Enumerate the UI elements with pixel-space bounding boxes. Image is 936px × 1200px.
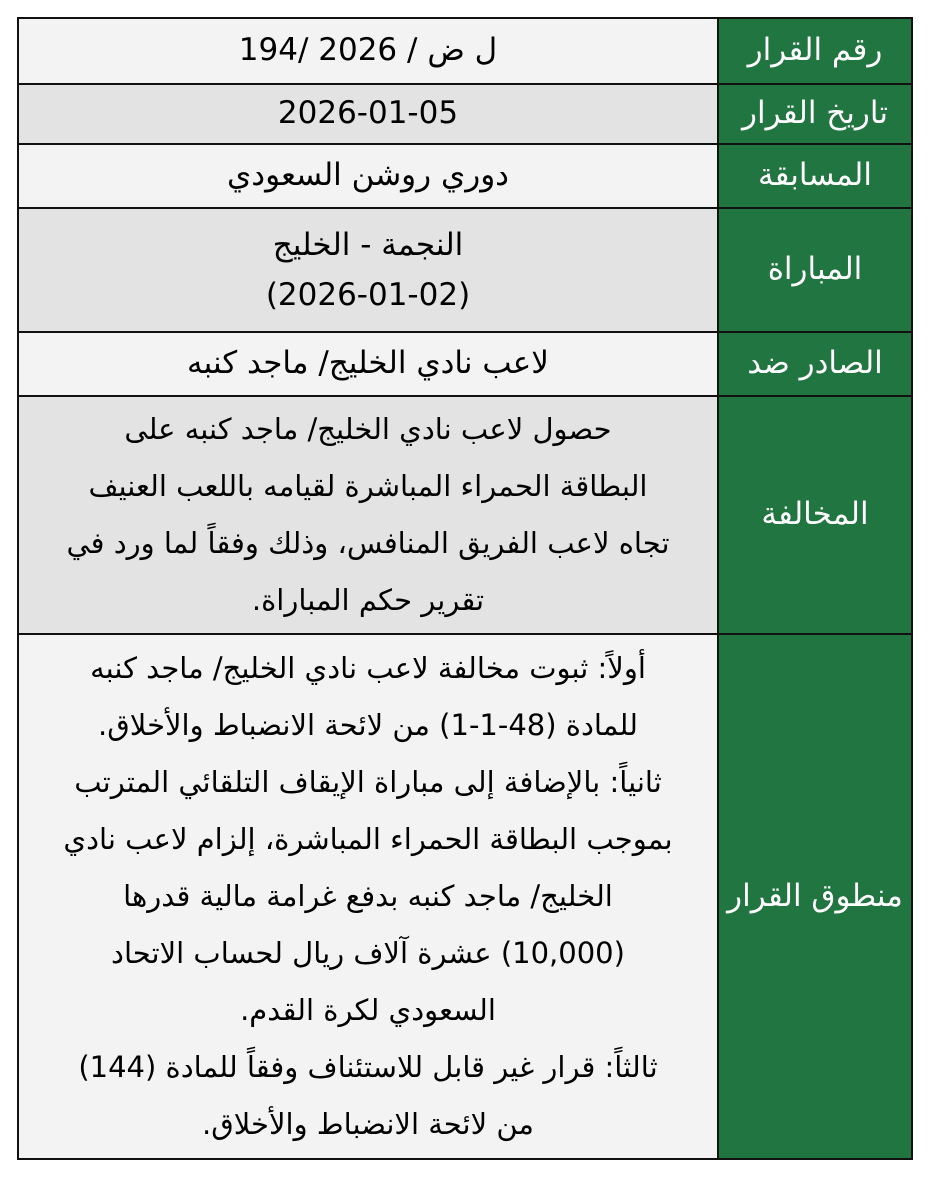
- row-decision-text: [18, 634, 912, 1159]
- violation-line: تقرير حكم المباراة.: [251, 583, 485, 617]
- decision-date-label: تاريخ القرار: [718, 84, 912, 144]
- row-violation: [18, 396, 912, 634]
- row-issued-against: [18, 332, 912, 396]
- decision-date-value: [18, 84, 718, 144]
- row-decision-number: [18, 18, 912, 84]
- decision-line: السعودي لكرة القدم.: [240, 993, 496, 1027]
- decision-text-value: [18, 634, 718, 1159]
- decision-line: (10,000) عشرة آلاف ريال لحساب الاتحاد: [111, 936, 625, 970]
- decision-number-text: 194/ ل ض / 2026: [238, 32, 498, 69]
- row-decision-date: [18, 84, 912, 144]
- match-teams: النجمة - الخليج: [272, 227, 464, 263]
- issued-against-value: لاعب نادي الخليج/ ماجد كنبه: [18, 332, 718, 396]
- decision-line: الخليج/ ماجد كنبه بدفع غرامة مالية قدرها: [123, 879, 613, 913]
- decision-line: ثانياً: بالإضافة إلى مباراة الإيقاف التلقائي المترتب: [74, 765, 662, 799]
- decision-text-label: منطوق القرار: [718, 634, 912, 1159]
- row-competition: [18, 144, 912, 208]
- violation-line: تجاه لاعب الفريق المنافس، وذلك وفقاً لما ورد في: [66, 526, 670, 560]
- decision-line: من لائحة الانضباط والأخلاق.: [202, 1107, 534, 1141]
- issued-against-label: الصادر ضد: [718, 332, 912, 396]
- decision-line: أولاً: ثبوت مخالفة لاعب نادي الخليج/ ماجد كنبه: [90, 651, 646, 685]
- decision-line: للمادة (48-1-1) من لائحة الانضباط والأخلاق.: [98, 708, 638, 742]
- decision-number-value: [18, 18, 718, 84]
- decision-table: [17, 17, 913, 1160]
- match-label: المباراة: [718, 208, 912, 332]
- decision-date-text: 2026-01-05: [277, 95, 459, 132]
- match-date: (2026-01-02): [265, 277, 471, 313]
- match-value: [18, 208, 718, 332]
- competition-label: المسابقة: [718, 144, 912, 208]
- decision-number-label: رقم القرار: [718, 18, 912, 84]
- violation-line: حصول لاعب نادي الخليج/ ماجد كنبه على: [124, 412, 612, 446]
- row-match: [18, 208, 912, 332]
- violation-line: البطاقة الحمراء المباشرة لقيامه باللعب العنيف: [88, 469, 648, 503]
- competition-value: دوري روشن السعودي: [18, 144, 718, 208]
- decision-line: بموجب البطاقة الحمراء المباشرة، إلزام لاعب نادي: [63, 822, 673, 856]
- violation-value: [18, 396, 718, 634]
- decision-line: ثالثاً: قرار غير قابل للاستئناف وفقاً للمادة (144): [78, 1050, 658, 1084]
- violation-label: المخالفة: [718, 396, 912, 634]
